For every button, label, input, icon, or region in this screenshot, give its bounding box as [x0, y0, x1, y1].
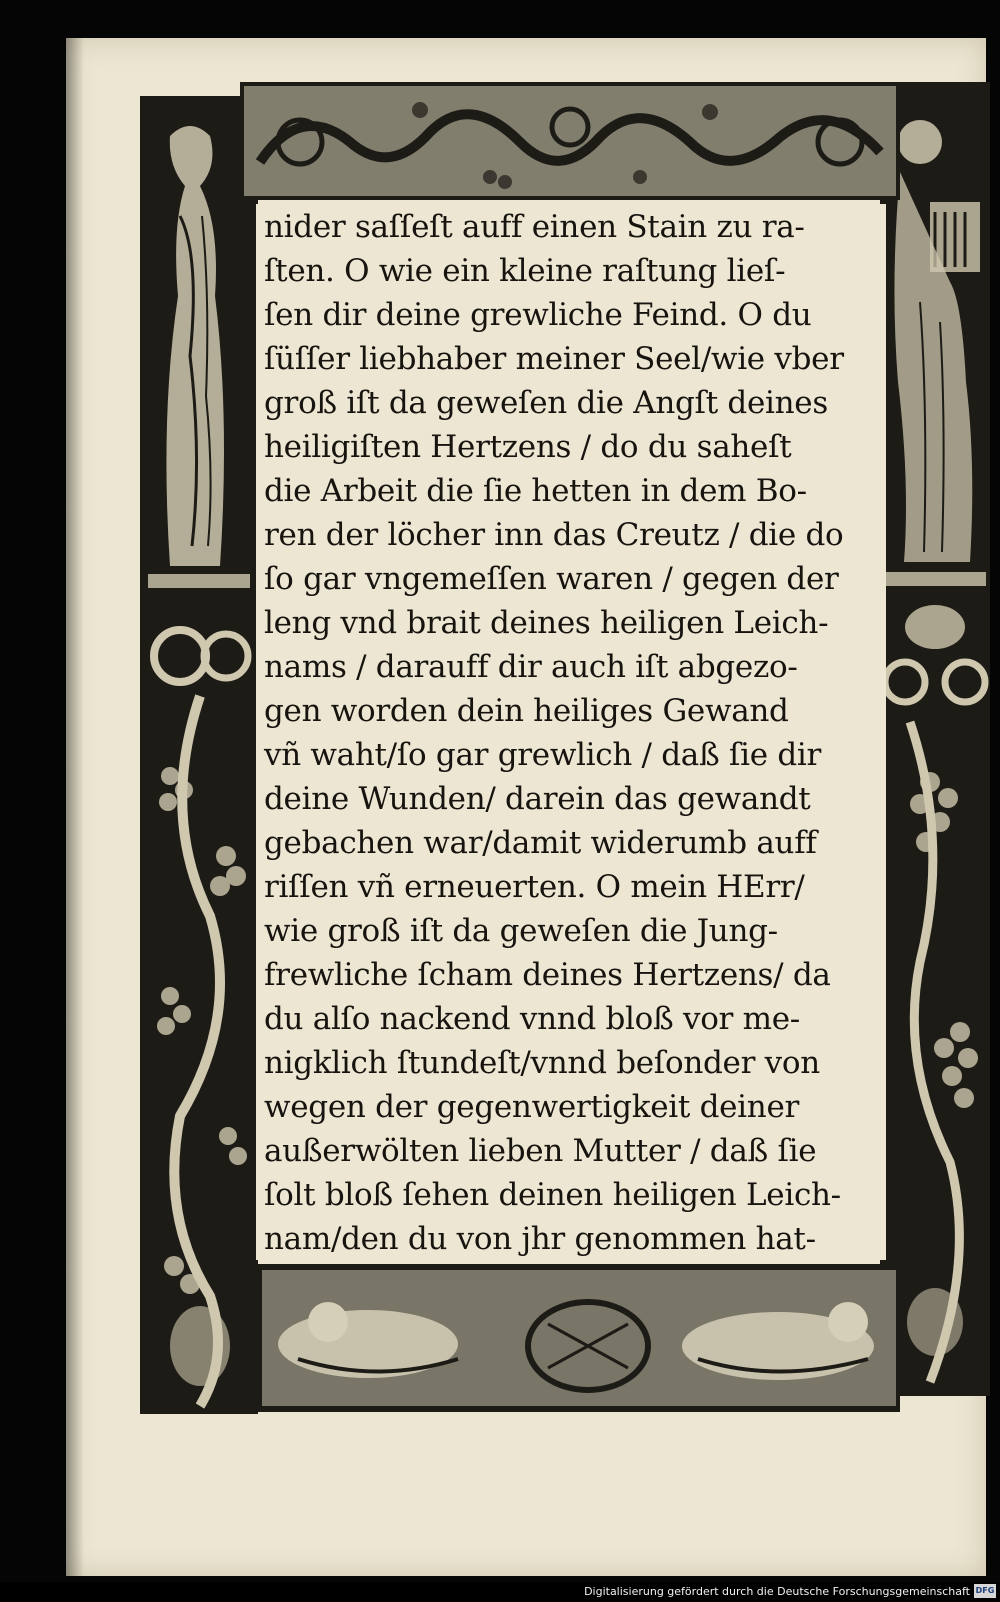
digitization-credit: Digitalisierung gefördert durch die Deutsche Forschungsgemeinschaft [584, 1585, 970, 1598]
woodcut-right-border-icon [880, 82, 990, 1396]
text-line: nigklich ſtundeſt/vnnd beſonder von [264, 1045, 820, 1081]
text-line: ren der löcher inn das Creutz / die do [264, 517, 844, 553]
dfg-logo-icon: DFG [974, 1584, 996, 1598]
text-line: gebachen war/damit widerumb auff [264, 825, 817, 861]
text-line: riſſen vñ erneuerten. O mein HErr/ [264, 869, 805, 905]
text-line: frewliche ſcham deines Hertzens/ da [264, 957, 831, 993]
text-line: vñ waht/ſo gar grewlich / daß ſie dir [264, 737, 822, 773]
text-line: außerwölten lieben Mutter / daß ſie [264, 1133, 817, 1169]
text-line: deine Wunden/ darein das gewandt [264, 781, 811, 817]
text-line: leng vnd brait deines heiligen Leich- [264, 605, 829, 641]
text-line: groß iſt da geweſen die Angſt deines [264, 385, 828, 421]
text-line: ſolt bloß ſehen deinen heiligen Leich- [264, 1177, 841, 1213]
woodcut-left-border-icon [140, 96, 258, 1414]
text-line: nam/den du von jhr genommen hat- [264, 1221, 816, 1257]
text-block [256, 204, 886, 1260]
text-line: ſo gar vngemeſſen waren / gegen der [264, 561, 839, 597]
text-line: nider saſſeſt auff einen Stain zu ra- [264, 209, 805, 245]
text-line: nams / darauff dir auch iſt abgezo- [264, 649, 798, 685]
text-line: ſüſſer liebhaber meiner Seel/wie vber [264, 341, 844, 377]
page-edge-shadow [66, 38, 84, 1576]
text-line: heiligiſten Hertzens / do du saheſt [264, 429, 792, 465]
text-line: ſten. O wie ein kleine raſtung lieſ- [264, 253, 786, 289]
text-line: wie groß iſt da geweſen die Jung- [264, 913, 778, 949]
text-line: wegen der gegenwertigkeit deiner [264, 1089, 800, 1125]
text-line: die Arbeit die ſie hetten in dem Bo- [264, 473, 807, 509]
woodcut-bottom-border-icon [258, 1264, 900, 1412]
text-line: gen worden dein heiliges Gewand [264, 693, 789, 729]
text-line: du alſo nackend vnnd bloß vor me- [264, 1001, 800, 1037]
woodcut-top-border-icon [240, 82, 900, 200]
text-line: ſen dir deine grewliche Feind. O du [264, 297, 812, 333]
